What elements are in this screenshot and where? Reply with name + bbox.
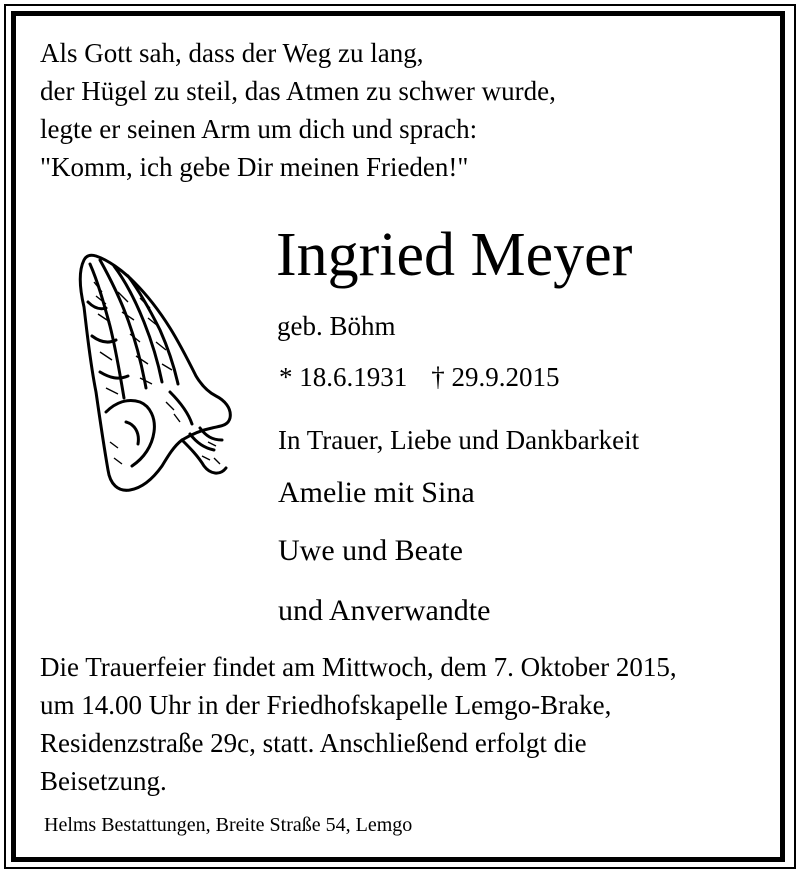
family-member: und Anverwandte	[278, 594, 491, 627]
undertaker-info: Helms Bestattungen, Breite Straße 54, Lemgo	[44, 814, 413, 836]
deceased-name: Ingried Meyer	[276, 221, 633, 289]
service-line: Die Trauerfeier findet am Mittwoch, dem 7. Oktober 2015,	[40, 652, 677, 682]
mourning-line: In Trauer, Liebe und Dankbarkeit	[278, 425, 640, 455]
family-member: Amelie mit Sina	[278, 476, 475, 509]
poem-line: der Hügel zu steil, das Atmen zu schwer wurde,	[40, 76, 556, 106]
service-line: um 14.00 Uhr in der Friedhofskapelle Lemgo-Brake,	[40, 690, 612, 720]
family-member: Uwe und Beate	[278, 534, 463, 567]
maiden-name: geb. Böhm	[277, 311, 396, 341]
praying-hands-icon	[70, 252, 235, 497]
service-line: Residenzstraße 29c, statt. Anschließend erfolgt die	[40, 728, 587, 758]
poem-line: Als Gott sah, dass der Weg zu lang,	[40, 38, 424, 68]
life-dates	[279, 360, 560, 394]
poem-line: "Komm, ich gebe Dir meinen Frieden!"	[40, 152, 469, 182]
death-date: † 29.9.2015	[431, 362, 560, 392]
service-line: Beisetzung.	[40, 766, 167, 796]
poem-line: legte er seinen Arm um dich und sprach:	[40, 114, 478, 144]
birth-date: * 18.6.1931	[279, 362, 408, 392]
funeral-service-info	[40, 648, 677, 800]
poem	[40, 34, 556, 186]
